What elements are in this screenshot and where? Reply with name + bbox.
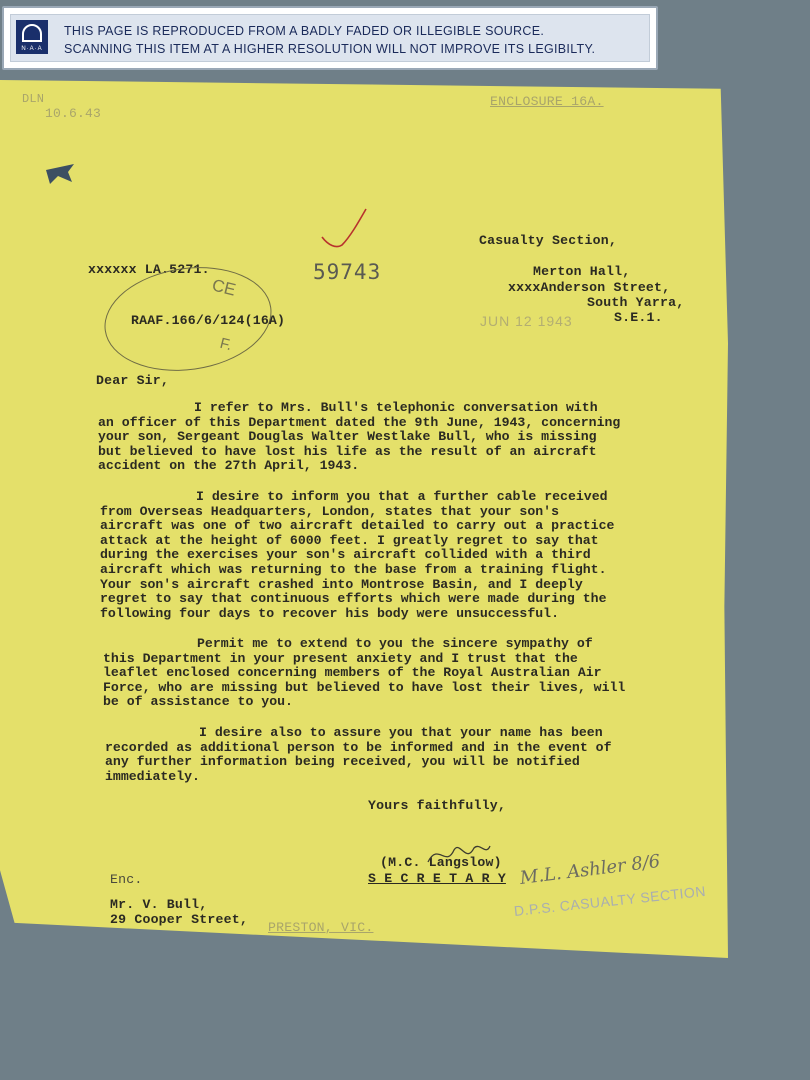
- paragraph-4: [105, 726, 611, 784]
- corner-ref: DLN: [22, 92, 45, 106]
- text-line: from Overseas Headquarters, London, states that your son's: [100, 503, 559, 519]
- text-line: accident on the 27th April, 1943.: [98, 458, 360, 474]
- date-stamp: JUN 12 1943: [480, 313, 573, 329]
- text-line: I refer to Mrs. Bull's telephonic conversation with: [194, 400, 598, 415]
- recipient-line-2: 29 Cooper Street,: [110, 912, 248, 927]
- section-name: Casualty Section,: [479, 233, 617, 248]
- signatory-name: (M.C. Langslow): [380, 855, 502, 870]
- handwritten-initials: M.L. Ashler 8/6: [518, 850, 662, 889]
- closing: Yours faithfully,: [368, 798, 506, 813]
- address-line-1: Merton Hall,: [533, 264, 631, 279]
- file-number: 59743: [313, 260, 382, 284]
- oval-stamp-text-top: CE: [210, 275, 238, 300]
- text-line: attack at the height of 6000 feet. I greatly regret to say that: [100, 532, 599, 548]
- address-line-2: xxxxAnderson Street,: [508, 280, 671, 295]
- text-line: I desire to inform you that a further cable received: [196, 489, 608, 504]
- text-line: Force, who are missing but believed to have lost their lives, will: [103, 679, 626, 695]
- text-line: aircraft which was returning to the base from a training flight.: [100, 561, 607, 577]
- text-line: an officer of this Department dated the 9th June, 1943, concerning: [98, 414, 621, 430]
- text-line: aircraft was one of two aircraft detailed to carry out a practice: [100, 518, 615, 534]
- text-line: recorded as additional person to be informed and in the event of: [105, 739, 612, 755]
- salutation: Dear Sir,: [96, 373, 170, 388]
- text-line: immediately.: [105, 768, 200, 784]
- address-line-3: South Yarra,: [587, 295, 685, 310]
- banner-text: [64, 22, 595, 58]
- text-line: Permit me to extend to you the sincere sympathy of: [197, 636, 593, 651]
- paragraph-2: [100, 490, 614, 621]
- text-line: Your son's aircraft crashed into Montrose Basin, and I deeply: [100, 576, 583, 592]
- banner-line-1: THIS PAGE IS REPRODUCED FROM A BADLY FADED OR ILLEGIBLE SOURCE.: [64, 24, 545, 38]
- red-tick-mark-icon: [318, 205, 370, 253]
- naa-logo-icon: N·A·A: [16, 20, 48, 54]
- paper-clip-hole-icon: [44, 160, 78, 188]
- enclosure-label: ENCLOSURE 16A.: [490, 94, 604, 109]
- text-line: regret to say that continuous efforts which were made during the: [100, 591, 607, 607]
- text-line: any further information being received, you will be notified: [105, 754, 580, 770]
- enclosure-note: Enc.: [110, 872, 143, 887]
- text-line: be of assistance to you.: [103, 694, 293, 710]
- signatory-title: S E C R E T A R Y: [368, 871, 506, 886]
- illegibility-banner: [2, 6, 658, 70]
- signature-scribble-icon: [424, 838, 494, 868]
- text-line: following four days to recover his body were unsuccessful.: [100, 605, 559, 621]
- text-line: during the exercises your son's aircraft collided with a third: [100, 547, 591, 563]
- oval-stamp-text-bottom: F.: [218, 334, 234, 355]
- paragraph-3: [103, 637, 625, 710]
- recipient-line-3: PRESTON, VIC.: [268, 920, 374, 935]
- paragraph-1: [98, 401, 620, 474]
- dps-casualty-stamp: D.P.S. CASUALTY SECTION: [513, 882, 707, 919]
- banner-line-2: SCANNING THIS ITEM AT A HIGHER RESOLUTION WILL NOT IMPROVE ITS LEGIBILTY.: [64, 42, 596, 56]
- raaf-reference: RAAF.166/6/124(16A): [131, 313, 286, 328]
- reference-number: xxxxxx LA.5271.: [88, 262, 210, 277]
- text-line: this Department in your present anxiety and I trust that the: [103, 650, 578, 666]
- address-line-4: S.E.1.: [614, 310, 663, 325]
- text-line: your son, Sergeant Douglas Walter Westlake Bull, who is missing: [98, 429, 597, 445]
- text-line: but believed to have lost his life as the result of an aircraft: [98, 443, 597, 459]
- corner-date: 10.6.43: [45, 106, 102, 121]
- recipient-line-1: Mr. V. Bull,: [110, 897, 208, 912]
- text-line: I desire also to assure you that your name has been: [199, 725, 603, 740]
- text-line: leaflet enclosed concerning members of the Royal Australian Air: [103, 665, 602, 681]
